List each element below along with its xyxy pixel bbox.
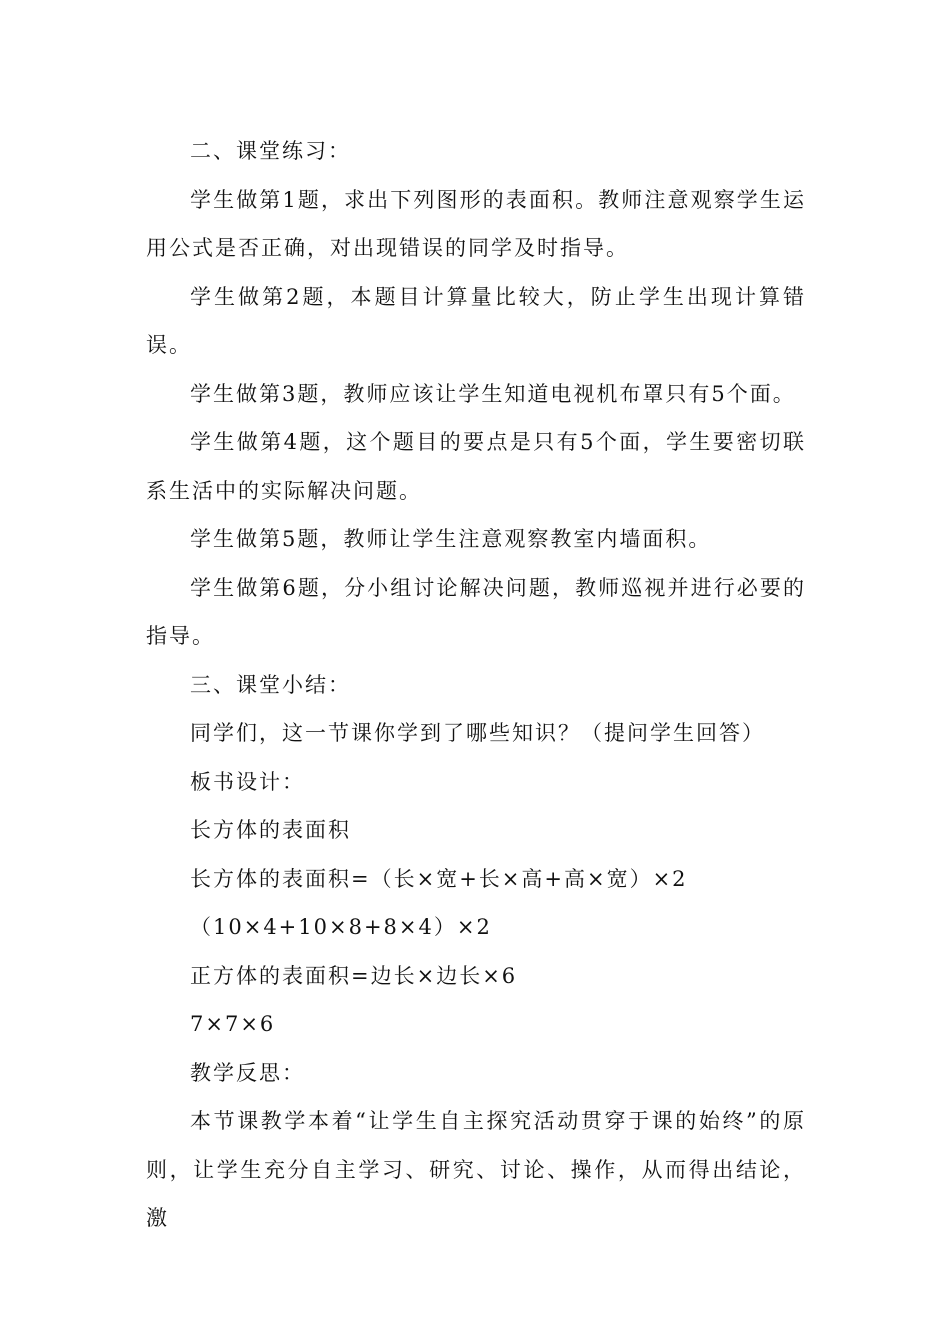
formula-cuboid: 长方体的表面积=（长×宽+长×高+高×宽）×2 — [190, 866, 688, 891]
paragraph-exercise-1: 学生做第1题，求出下列图形的表面积。教师注意观察学生运用公式是否正确，对出现错误的同学及时指导。 — [146, 187, 806, 260]
paragraph-exercise-4: 学生做第4题，这个题目的要点是只有5个面，学生要密切联系生活中的实际解决问题。 — [146, 430, 806, 503]
formula-cuboid-example: （10×4+10×8+8×4）×2 — [190, 915, 492, 939]
heading-classroom-practice: 二、课堂练习： — [190, 139, 351, 163]
formula-cube: 正方体的表面积=边长×边长×6 — [190, 963, 518, 988]
board-title: 长方体的表面积 — [190, 818, 351, 842]
paragraph-exercise-2: 学生做第2题，本题目计算量比较大，防止学生出现计算错误。 — [146, 284, 806, 357]
paragraph-reflection: 本节课教学本着“让学生自主探究活动贯穿于课的始终”的原则，让学生充分自主学习、研究、讨论、操作，从而得出结论，激 — [146, 1109, 806, 1230]
heading-teaching-reflection: 教学反思： — [190, 1060, 305, 1085]
paragraph-exercise-6: 学生做第6题，分小组讨论解决问题，教师巡视并进行必要的指导。 — [146, 575, 806, 648]
document-page — [146, 127, 806, 1243]
paragraph-exercise-5: 学生做第5题，教师让学生注意观察教室内墙面积。 — [190, 527, 712, 551]
paragraph-exercise-3: 学生做第3题，教师应该让学生知道电视机布罩只有5个面。 — [190, 381, 796, 406]
heading-classroom-summary: 三、课堂小结： — [190, 672, 351, 697]
heading-board-design: 板书设计： — [190, 769, 305, 794]
formula-cube-example: 7×7×6 — [190, 1012, 276, 1036]
paragraph-summary-question: 同学们，这一节课你学到了哪些知识？（提问学生回答） — [190, 721, 765, 745]
